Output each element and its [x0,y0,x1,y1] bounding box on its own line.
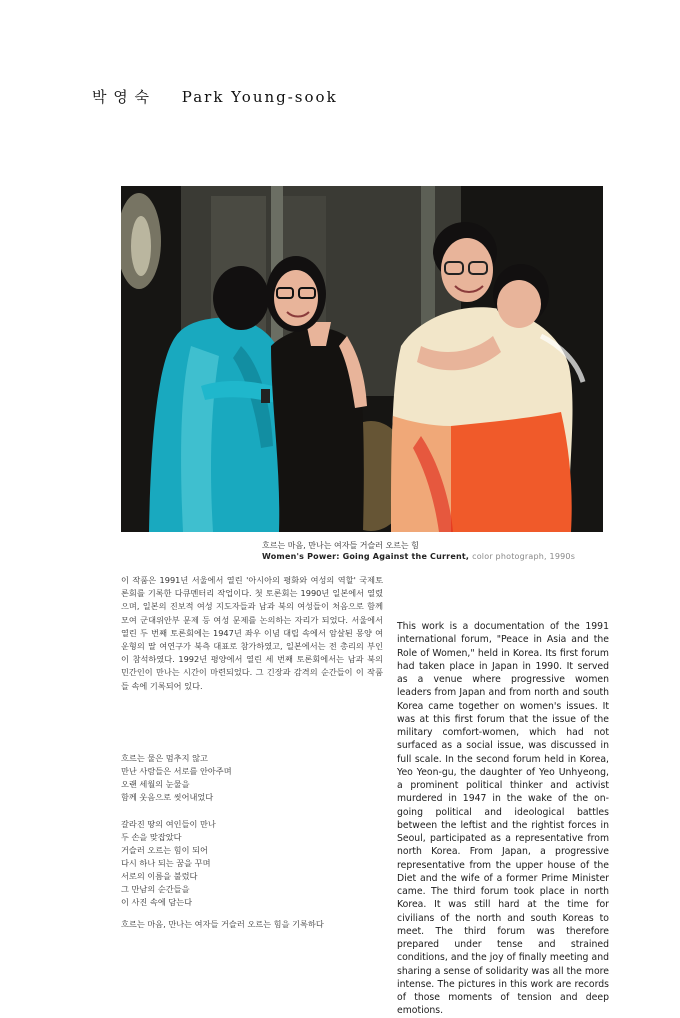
photo-caption [262,540,602,562]
poem-stanza [121,752,341,804]
caption-korean: 흐르는 마음, 만나는 여자들 거슬러 오르는 힘 [262,541,419,550]
poem-line: 두 손을 맞잡았다 [121,832,182,842]
poem-line: 서로의 이름을 불렀다 [121,871,198,881]
caption-english [262,551,602,562]
page-title [92,86,338,107]
artist-name-korean: 박 영 숙 [92,88,151,106]
caption-details: color photograph, 1990s [472,552,576,561]
poem-line: 함께 웃음으로 씻어내었다 [121,792,214,802]
poem-line: 거슬러 오르는 힘이 되어 [121,845,208,855]
chandelier-glow [131,216,151,276]
poem-line: 그 만남의 순간들을 [121,884,190,894]
poem-line: 이 사진 속에 담는다 [121,897,193,907]
poem-line: 만난 사람들은 서로를 안아주며 [121,766,232,776]
poem-line: 오랜 세월의 눈물을 [121,779,190,789]
korean-description: 이 작품은 1991년 서울에서 열린 '아시아의 평화와 여성의 역할' 국제토론회를 기록한 다큐멘터리 작업이다. 첫 토론회는 1990년 일본에서 열렸으며, 일본의 진보적 여성 지도자들과 남과 북의 여성들이 처음으로 함께 모여 군대위안부 문제 등 여성 문제를 논의하는 자리가 되었다. 서울에서 열린 두 번째 토론회에는 1947년 좌우 이념 대립 속에서 암살된 몽양 여운형의 딸 여연구가 북측 대표로 참가하였고, 일본에서는 전 총리의 부인이 참석하였다. 1992년 평양에서 열린 세 번째 토론회에서는 남과 북의 민간인이 만나는 시간이 마련되었다. 그 긴장과 감격의 순간들이 이 작품들 속에 기록되어 있다. [121,575,383,691]
wristwatch [261,389,270,403]
poem-stanza [121,818,341,909]
caption-english-title: Women's Power: Going Against the Current, [262,552,470,561]
korean-signoff: 흐르는 마음, 만나는 여자들 거슬러 오르는 힘을 기록하다 [121,919,324,929]
poem-line: 흐르는 물은 멈추지 않고 [121,753,208,763]
artist-name-english: Park Young-sook [181,88,338,106]
poem-line: 다시 하나 되는 꿈을 꾸며 [121,858,211,868]
english-description: This work is a documentation of the 1991 international forum, "Peace in Asia and the Role of Women," held in Korea. Its first forum had taken place in Japan in 1990. It served as a venue where progressive women leaders from Japan and from north and south Korea came together on women's issues. It was at this first forum that the issue of the military comfort-women, which had not surfaced as a social issue, was discussed in full scale. In the second forum held in Korea, Yeo Yeon-gu, the daughter of Yeo Unhyeong, a prominent political thinker and activist murdered in 1947 in the wake of the on-going political and ideological battles between the leftist and the rightist forces in Seoul, participated as a representative from north Korea. From Japan, a progressive representative from the upper house of the Diet and the wife of a former Prime Minister came. The third forum took place in north Korea. It was still hard at the time for civilians of the north and south Koreas to meet. The third forum was therefore prepared under tense and strained conditions, and the joy of finally meeting and sharing a sense of solidarity was all the more intense. The pictures in this work are records of those moments of tension and deep emotions. [397,621,609,1017]
documentary-photograph [121,186,603,532]
poem-line: 갈라진 땅의 여인들이 만나 [121,819,216,829]
